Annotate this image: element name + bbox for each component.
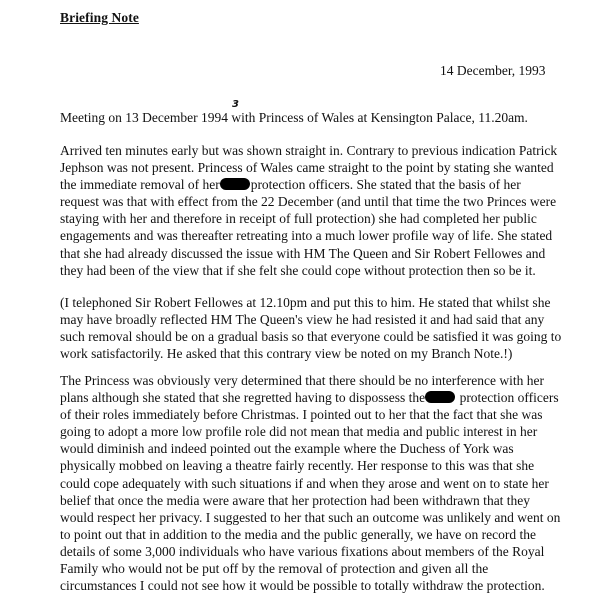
paragraph-line [60, 389, 590, 406]
meeting-struck-digit: 4 [221, 110, 228, 125]
meeting-text-start: Meeting on 13 December 199 [60, 110, 222, 125]
redaction-mark [425, 391, 455, 403]
meeting-line [60, 110, 580, 126]
meeting-text-end: with Princess of Wales at Kensington Palace, 11.20am. [227, 110, 528, 125]
paragraph-line: of their roles immediately before Christmas. I pointed out to her that the fact that she was [60, 407, 543, 423]
paragraph-line: work satisfactorily. He asked that this contrary view be noted on my Branch Note.!) [60, 346, 513, 362]
redaction-mark [220, 178, 250, 190]
paragraph-line: circumstances I could not see how it would be possible to totally withdraw the protection. [60, 578, 545, 594]
paragraph-3 [60, 372, 590, 594]
paragraph-line: would diminish and indeed pointed out the example where the Duchess of York was [60, 441, 514, 457]
paragraph-line: going to adopt a more low profile role did not mean that media and public interest in her [60, 424, 538, 440]
paragraph-line: Arrived ten minutes early but was shown straight in. Contrary to previous indication Patrick [60, 143, 558, 158]
document-heading: Briefing Note [60, 10, 139, 25]
paragraph-line: request was that with effect from the 22 December (and until that time the two Princes were [60, 194, 557, 210]
line-segment: protection officers. She stated that the basis of her [250, 177, 521, 193]
line-segment: plans although she stated that she regretted having to dispossess the [60, 390, 426, 406]
paragraph-line: (I telephoned Sir Robert Fellowes at 12.10pm and put this to him. He stated that whilst she [60, 295, 551, 310]
paragraph-line: could cope adequately with such situations if and when they arose and went on to state her [60, 475, 549, 491]
paragraph-line: belief that once the media were aware that her protection had been withdrawn that they [60, 492, 531, 508]
paragraph-line: details of some 3,000 individuals who have various fixations about members of the Royal [60, 543, 545, 559]
paragraph-line: Jephson was not present. Princess of Wales came straight to the point by stating she wanted [60, 160, 554, 176]
paragraph-line: they had been of the view that if she felt she could cope without protection then so be it. [60, 262, 536, 278]
paragraph-1 [60, 142, 590, 279]
paragraph-line: that she had already discussed the issue with HM The Queen and Sir Robert Fellowes and [60, 245, 546, 261]
paragraph-line: The Princess was obviously very determined that there should be no interference with her [60, 373, 544, 388]
paragraph-line: staying with her and therefore in receipt of full protection) she had completed her public [60, 211, 537, 227]
handwritten-year-correction: 3 [232, 99, 239, 110]
paragraph-line: would respect her privacy. I suggested to her that such an outcome was unlikely and went on [60, 509, 561, 525]
line-segment: protection officers [456, 390, 559, 406]
paragraph-line: may have broadly reflected HM The Queen's view he had resisted it and had said that any [60, 312, 545, 328]
paragraph-2 [60, 294, 590, 362]
document-date: 14 December, 1993 [440, 63, 546, 78]
paragraph-line [60, 176, 590, 193]
line-segment: the immediate removal of her [60, 177, 220, 193]
paragraph-line: engagements and was thereafter retreating into a much lower profile way of life. She stated [60, 228, 553, 244]
paragraph-line: Family who would not be put off by the removal of protection and given all the [60, 561, 489, 577]
paragraph-line: to point out that in addition to the media and the public generally, we have on record the [60, 526, 536, 542]
paragraph-line: physically mobbed on leaving a theatre fairly recently. Her response to this was that she [60, 458, 535, 474]
paragraph-line: such removal should be on a gradual basis so that everyone could be satisfied it was going to [60, 329, 562, 345]
